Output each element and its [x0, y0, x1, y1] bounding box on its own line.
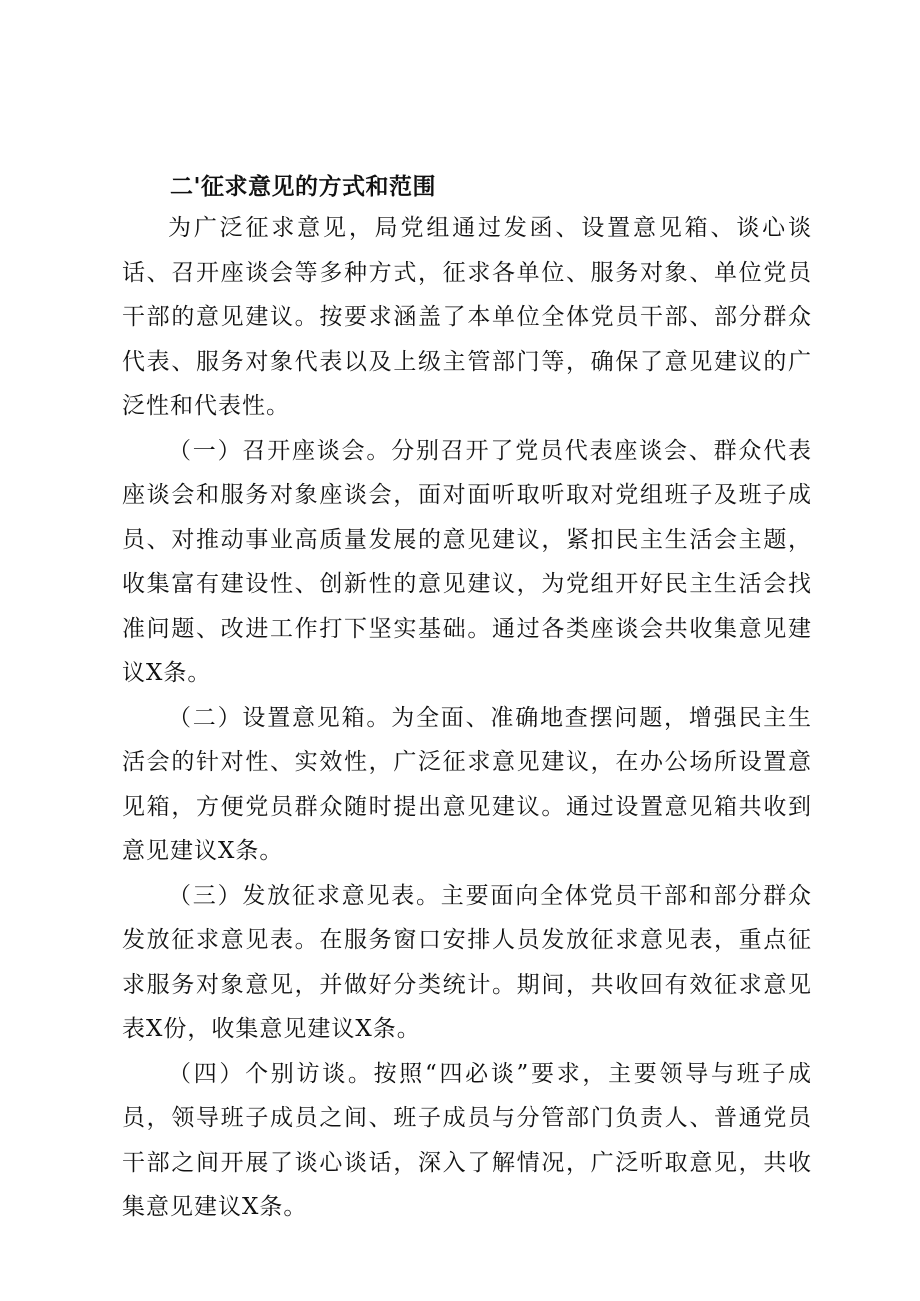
document-body [122, 168, 812, 1230]
paragraph-intro: 为广泛征求意见，局党组通过发函、设置意见箱、谈心谈话、召开座谈会等多种方式，征求各单位、服务对象、单位党员干部的意见建议。按要求涵盖了本单位全体党员干部、部分群众代表、服务对象代表以及上级主管部门等，确保了意见建议的广泛性和代表性。 [122, 215, 812, 419]
paragraph-symposium: （一）召开座谈会。分别召开了党员代表座谈会、群众代表座谈会和服务对象座谈会，面对面听取听取对党组班子及班子成员、对推动事业高质量发展的意见建议，紧扣民主生活会主题，收集富有建设性、创新性的意见建议，为党组开好民主生活会找准问题、改进工作打下坚实基础。通过各类座谈会共收集意见建议X条。 [122, 437, 812, 686]
paragraph-opinion-form: （三）发放征求意见表。主要面向全体党员干部和部分群众发放征求意见表。在服务窗口安排人员发放征求意见表，重点征求服务对象意见，并做好分类统计。期间，共收回有效征求意见表X份，收集意见建议X条。 [122, 882, 812, 1042]
paragraph-suggestion-box: （二）设置意见箱。为全面、准确地查摆问题，增强民主生活会的针对性、实效性，广泛征求意见建议，在办公场所设置意见箱，方便党员群众随时提出意见建议。通过设置意见箱共收到意见建议X条。 [122, 704, 812, 864]
paragraph-interviews: （四）个别访谈。按照“四必谈”要求，主要领导与班子成员，领导班子成员之间、班子成员与分管部门负责人、普通党员干部之间开展了谈心谈话，深入了解情况，广泛听取意见，共收集意见建议X条。 [122, 1060, 812, 1220]
section-heading: 二'征求意见的方式和范围 [170, 174, 437, 200]
